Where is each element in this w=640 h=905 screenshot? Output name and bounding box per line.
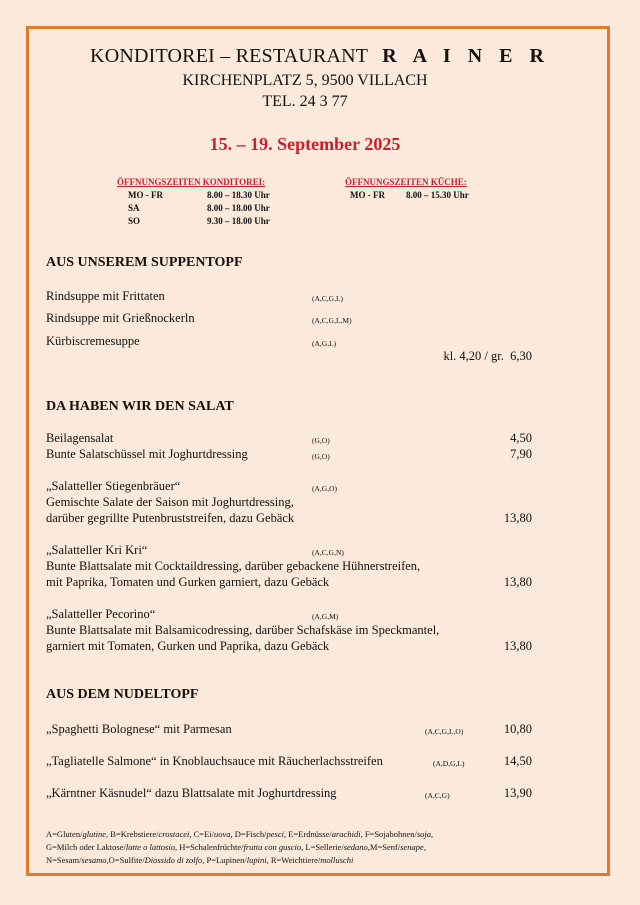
salad-item-price: 4,50	[510, 431, 532, 445]
hours-konditorei-heading: ÖFFNUNGSZEITEN KONDITOREI:	[117, 177, 266, 187]
pasta-item-price: 13,90	[503, 786, 532, 800]
salad-item-name: Bunte Salatschüssel mit Joghurtdressing	[46, 447, 248, 461]
salad-plate-description: mit Paprika, Tomaten und Gurken garniert, dazu Gebäck	[46, 575, 330, 589]
salad-plate-description: Bunte Blattsalate mit Balsamicodressing, darüber Schafskäse im Speckmantel,	[46, 623, 440, 637]
soup-item-allergens: (A,C,G,L)	[312, 294, 344, 303]
hours-konditorei-time-1: 8.00 – 18.00 Uhr	[207, 203, 270, 213]
restaurant-title: KONDITOREI – RESTAURANT R A I N E R	[90, 45, 550, 67]
soup-item-allergens: (A,G,L)	[312, 339, 337, 348]
salad-item-allergens: (G,O)	[312, 436, 330, 445]
allergen-legend-line-3: N=Sesam/sesamo,O=Sulfite/Diossido di zolfo, P=Lupinen/lupini, R=Weichtiere/molluschi	[46, 855, 354, 865]
section-heading-pasta: AUS DEM NUDELTOPF	[46, 687, 199, 702]
soup-price: kl. 4,20 / gr. 6,30	[443, 349, 532, 363]
salad-plate-allergens: (A,C,G,N)	[312, 548, 344, 557]
hours-konditorei-time-2: 9.30 – 18.00 Uhr	[207, 216, 270, 226]
salad-item-allergens: (G,O)	[312, 452, 330, 461]
salad-plate-title: „Salatteller Kri Kri“	[46, 543, 148, 557]
date-range: 15. – 19. September 2025	[209, 134, 401, 154]
soup-item-name: Rindsuppe mit Frittaten	[46, 289, 165, 303]
address: KIRCHENPLATZ 5, 9500 VILLACH	[182, 72, 428, 89]
soup-item-name: Rindsuppe mit Grießnockerln	[46, 311, 195, 325]
salad-plate-allergens: (A,G,O)	[312, 484, 337, 493]
salad-plate-title: „Salatteller Stiegenbräuer“	[46, 479, 181, 493]
salad-plate-description: darüber gegrillte Putenbruststreifen, dazu Gebäck	[46, 511, 295, 525]
hours-konditorei-days-1: SA	[128, 203, 140, 213]
pasta-item-name: „Kärntner Käsnudel“ dazu Blattsalate mit Joghurtdressing	[46, 786, 337, 800]
soup-item-name: Kürbiscremesuppe	[46, 334, 140, 348]
pasta-item-allergens: (A,C,G,L,O)	[425, 727, 464, 736]
hours-konditorei-days-2: SO	[128, 216, 141, 226]
hours-kueche-time-0: 8.00 – 15.30 Uhr	[406, 190, 469, 200]
salad-plate-description: Bunte Blattsalate mit Cocktaildressing, darüber gebackene Hühnerstreifen,	[46, 559, 421, 573]
salad-plate-price: 13,80	[503, 511, 532, 525]
salad-plate-description: Gemischte Salate der Saison mit Joghurtdressing,	[46, 495, 294, 509]
section-heading-salad: DA HABEN WIR DEN SALAT	[46, 399, 234, 414]
hours-konditorei-time-0: 8.00 – 18.30 Uhr	[207, 190, 270, 200]
hours-kueche-days-0: MO - FR	[350, 190, 385, 200]
soup-item-allergens: (A,C,G,L,M)	[312, 316, 352, 325]
allergen-legend-line-2: G=Milch oder Laktose/latte o lattosio, H=Schalenfrüchte/frutta con guscio, L=Sellerie/sedano,M=Senf/senape,	[46, 842, 426, 852]
phone: TEL. 24 3 77	[262, 93, 348, 110]
pasta-item-price: 14,50	[503, 754, 532, 768]
salad-plate-price: 13,80	[503, 639, 532, 653]
salad-item-price: 7,90	[510, 447, 532, 461]
pasta-item-allergens: (A,D,G,L)	[433, 759, 465, 768]
pasta-item-price: 10,80	[503, 722, 532, 736]
pasta-item-name: „Tagliatelle Salmone“ in Knoblauchsauce mit Räucherlachsstreifen	[46, 754, 383, 768]
pasta-item-allergens: (A,C,G)	[425, 791, 450, 800]
allergen-legend-line-1: A=Gluten/glutine, B=Krebstiere/crostacei, C=Ei/uova, D=Fisch/pesci, E=Erdnüsse/arachidi, F=Sojabohnen/soja,	[46, 829, 434, 839]
pasta-item-name: „Spaghetti Bolognese“ mit Parmesan	[46, 722, 232, 736]
salad-plate-price: 13,80	[503, 575, 532, 589]
salad-plate-title: „Salatteller Pecorino“	[46, 607, 156, 621]
salad-plate-allergens: (A,G,M)	[312, 612, 339, 621]
section-heading-soup: AUS UNSEREM SUPPENTOPF	[46, 255, 243, 270]
salad-item-name: Beilagensalat	[46, 431, 114, 445]
hours-kueche-heading: ÖFFNUNGSZEITEN KÜCHE:	[345, 177, 467, 187]
salad-plate-description: garniert mit Tomaten, Gurken und Paprika, dazu Gebäck	[46, 639, 330, 653]
hours-konditorei-days-0: MO - FR	[128, 190, 163, 200]
